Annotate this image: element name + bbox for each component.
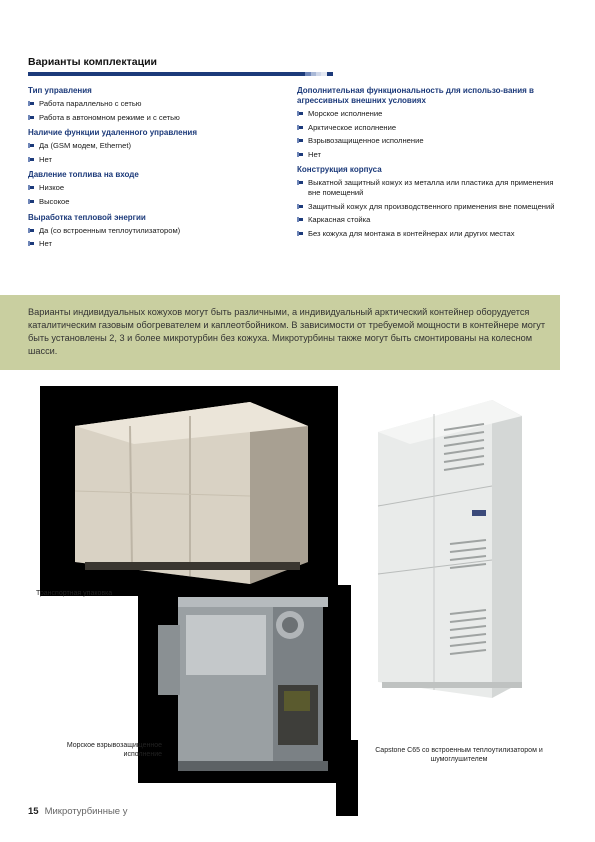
- spec-section-title: Выработка тепловой энергии: [28, 212, 146, 222]
- spec-item-text: Нет: [39, 154, 52, 164]
- capstone-c65-photo: [372, 394, 530, 704]
- spec-list-item: [28, 183, 290, 193]
- spec-item-text: Выкатной защитный кожух из металла или пластика для применения вне помещений: [308, 178, 554, 197]
- bullet-icon: [297, 217, 303, 222]
- spec-section: [28, 170, 290, 206]
- spec-section-title: Наличие функции удаленного управления: [28, 128, 197, 138]
- spec-section: [28, 86, 290, 122]
- spec-list: [28, 226, 290, 249]
- title-rule: [28, 72, 333, 76]
- spec-list-item: [28, 113, 290, 123]
- bullet-icon: [28, 241, 34, 246]
- spec-item-text: Арктическое исполнение: [308, 122, 397, 132]
- spec-list-item: [297, 136, 562, 146]
- bullet-icon: [28, 157, 34, 162]
- spec-list-item: [28, 141, 290, 151]
- spec-item-text: Да (GSM модем, Ethernet): [39, 141, 132, 151]
- spec-item-text: Низкое: [39, 183, 65, 193]
- spec-section-title: Давление топлива на входе: [28, 170, 139, 180]
- spec-section-title: Конструкция корпуса: [297, 165, 382, 175]
- spec-list: [28, 183, 290, 206]
- spec-item-text: Нет: [39, 239, 52, 249]
- left-column: [28, 86, 290, 255]
- spec-item-text: Высокое: [39, 196, 70, 206]
- transport-packaging-photo: [40, 386, 338, 596]
- bullet-icon: [28, 115, 34, 120]
- capstone-caption: Capstone C65 со встроенным теплоутилизатором и шумоглушителем: [375, 747, 543, 763]
- spec-list: [297, 109, 562, 159]
- spec-section: [297, 86, 562, 159]
- note-text: Варианты индивидуальных кожухов могут быть различными, а индивидуальный арктический контейнер оборудуется каталитическим газовым обогревателем и каплеотбойником. В зависимости от требуемой мощности в контейнере могут быть установлены 2, 3 и более микротурбин без кожуха. Микротурбины также могут быть смонтированы на колесном шасси.: [28, 307, 546, 356]
- spec-list-item: [28, 155, 290, 165]
- footer-text: Микротурбинные у: [44, 806, 128, 817]
- spec-list-item: [297, 109, 562, 119]
- photo-corner-dark: [336, 740, 358, 816]
- spec-item-text: Работа в автономном режиме и с сетью: [39, 112, 180, 122]
- bullet-icon: [28, 199, 34, 204]
- bullet-icon: [297, 111, 303, 116]
- spec-item-text: Работа параллельно с сетью: [39, 99, 142, 108]
- spec-item-text: Защитный кожух для производственного применения вне помещений: [308, 201, 555, 211]
- spec-item-text: Каркасная стойка: [308, 215, 371, 225]
- bullet-icon: [297, 138, 303, 143]
- spec-list-item: [297, 150, 562, 160]
- spec-section: [297, 165, 562, 238]
- bullet-icon: [28, 185, 34, 190]
- transport-caption: Транспортная упаковка: [36, 590, 113, 597]
- spec-list-item: [297, 215, 562, 225]
- page-footer: [28, 806, 127, 817]
- spec-section: [28, 213, 290, 249]
- spec-list-item: [28, 239, 290, 249]
- spec-section-title: Дополнительная функциональность для использо-вания в агрессивных внешних условиях: [297, 86, 534, 105]
- spec-list-item: [28, 197, 290, 207]
- spec-list-item: [28, 99, 290, 109]
- spec-list-item: [297, 123, 562, 133]
- spec-list-item: [28, 226, 290, 236]
- page-number: 15: [28, 806, 39, 817]
- right-column: [297, 86, 562, 244]
- spec-item-text: Взрывозащищенное исполнение: [308, 136, 424, 146]
- marine-caption: Морское взрывозащищенное исполнение: [66, 742, 162, 758]
- spec-section-title: Тип управления: [28, 86, 92, 95]
- spec-list: [28, 99, 290, 122]
- spec-list-item: [297, 229, 562, 239]
- bullet-icon: [28, 228, 34, 233]
- bullet-icon: [28, 143, 34, 148]
- bullet-icon: [28, 101, 34, 106]
- bullet-icon: [297, 152, 303, 157]
- spec-item-text: Морское исполнение: [308, 109, 383, 118]
- spec-item-text: Без кожуха для монтажа в контейнерах или других местах: [308, 228, 515, 238]
- section-title: Варианты комплектации: [28, 56, 157, 68]
- spec-list-item: [297, 178, 562, 197]
- bullet-icon: [297, 204, 303, 209]
- note-box: [0, 295, 560, 370]
- bullet-icon: [297, 231, 303, 236]
- spec-list: [297, 178, 562, 238]
- spec-item-text: Нет: [308, 149, 321, 159]
- marine-unit-photo: [138, 585, 351, 783]
- spec-item-text: Да (со встроенным теплоутилизатором): [39, 225, 181, 235]
- spec-section: [28, 128, 290, 164]
- bullet-icon: [297, 180, 303, 185]
- spec-list: [28, 141, 290, 164]
- bullet-icon: [297, 125, 303, 130]
- spec-list-item: [297, 202, 562, 212]
